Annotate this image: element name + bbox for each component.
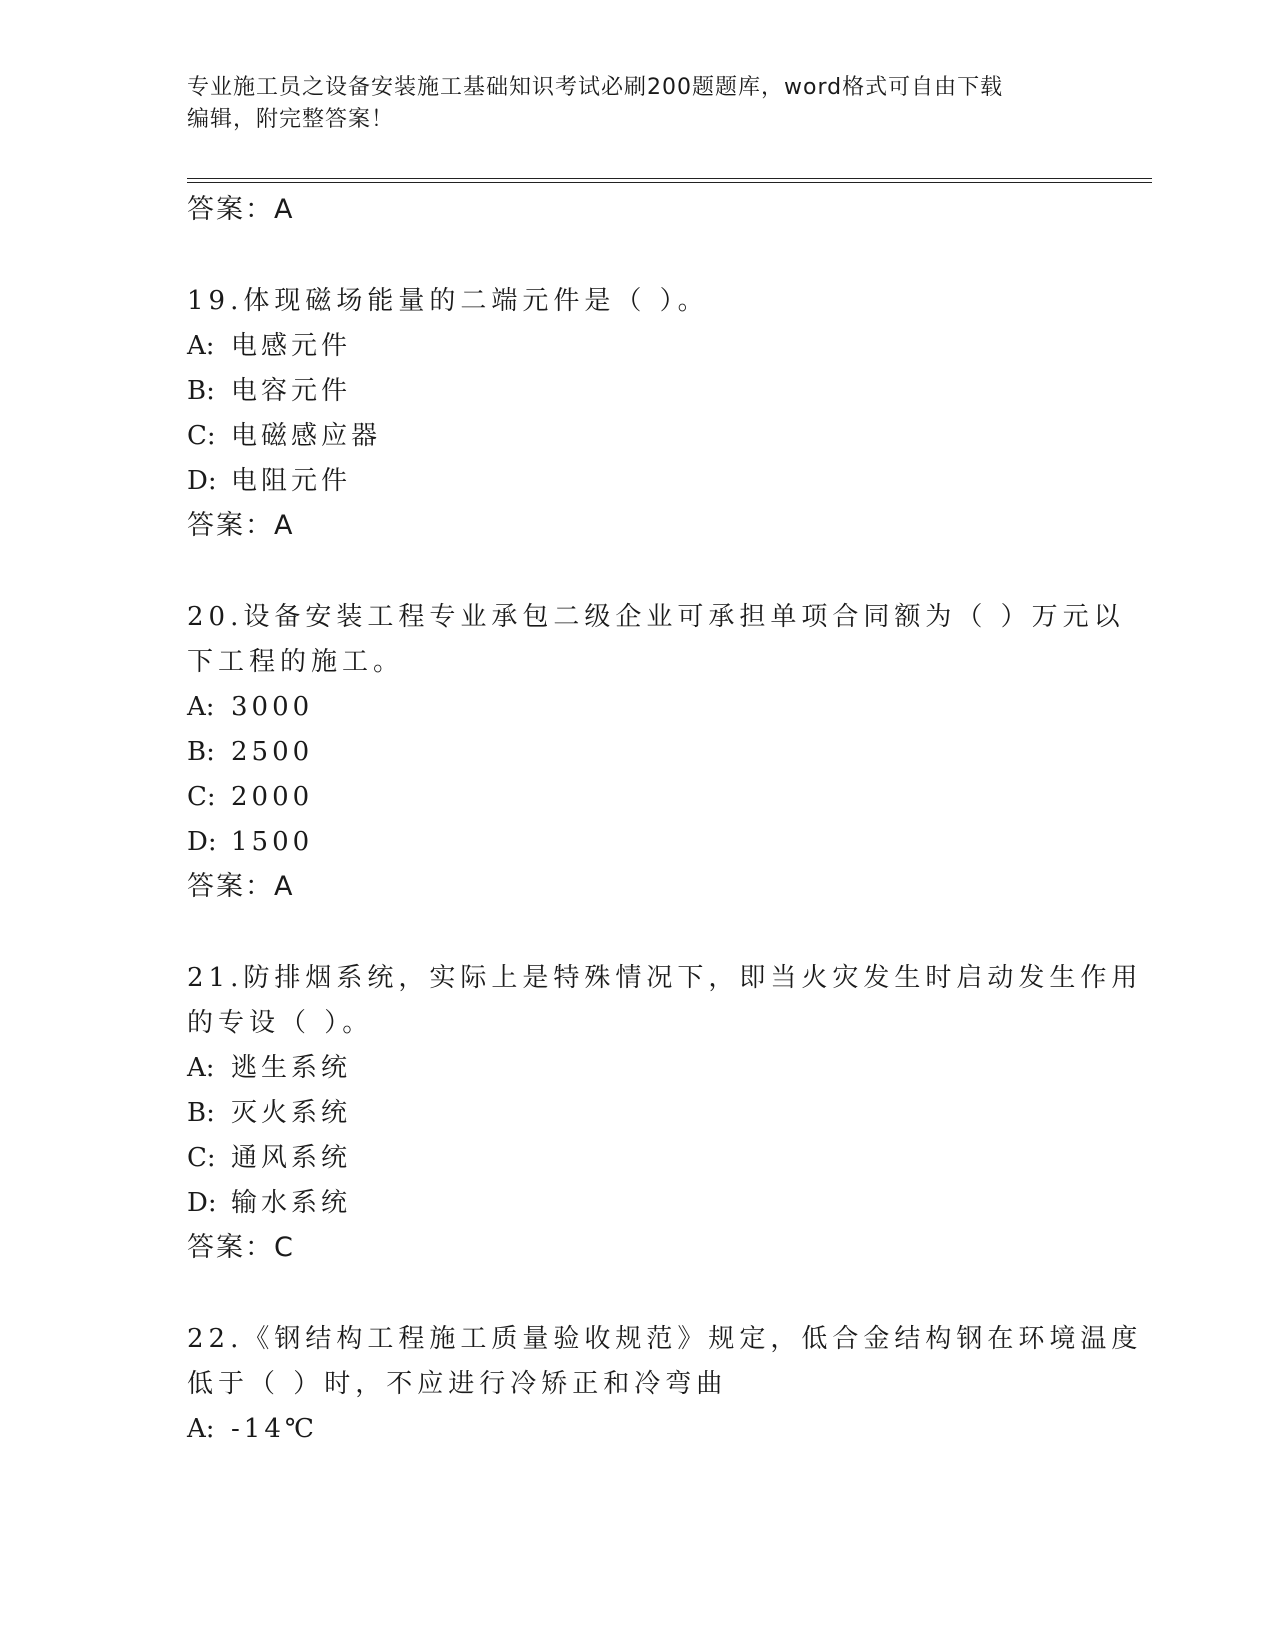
question-20-option-b: B: 2500: [187, 737, 314, 767]
question-22-option-a: A: -14℃: [187, 1414, 318, 1444]
question-20-text-line-2: 下工程的施工。: [187, 647, 405, 677]
question-19-option-d: D: 电阻元件: [187, 466, 352, 496]
question-20-answer: 答案：A: [187, 871, 295, 902]
question-20-option-d: D: 1500: [187, 827, 314, 857]
header-line-2: 编辑，附完整答案！: [187, 107, 395, 132]
question-19-text: 19.体现磁场能量的二端元件是（ ）。: [187, 286, 709, 316]
question-21-option-a: A: 逃生系统: [187, 1053, 352, 1083]
question-21-text-line-1: 21.防排烟系统，实际上是特殊情况下，即当火灾发生时启动发生作用: [187, 963, 1143, 993]
previous-answer: 答案：A: [187, 194, 295, 225]
question-19-option-b: B: 电容元件: [187, 376, 352, 406]
question-21-text-line-2: 的专设（ ）。: [187, 1008, 374, 1038]
question-19-answer: 答案：A: [187, 510, 295, 541]
question-20-option-a: A: 3000: [187, 692, 314, 722]
document-header: [187, 72, 1067, 136]
question-21-option-b: B: 灭火系统: [187, 1098, 352, 1128]
question-22-text-line-2: 低于（ ）时，不应进行冷矫正和冷弯曲: [187, 1369, 728, 1399]
question-21-option-c: C: 通风系统: [187, 1143, 352, 1173]
question-19-option-c: C: 电磁感应器: [187, 421, 382, 451]
question-20-option-c: C: 2000: [187, 782, 314, 812]
question-21-answer: 答案：C: [187, 1232, 295, 1263]
question-20-text-line-1: 20.设备安装工程专业承包二级企业可承担单项合同额为（ ）万元以: [187, 602, 1125, 632]
header-line-1: 专业施工员之设备安装施工基础知识考试必刷200题题库，word格式可自由下载: [187, 75, 1004, 100]
question-21-option-d: D: 输水系统: [187, 1188, 352, 1218]
header-divider: [187, 178, 1152, 183]
question-19-option-a: A: 电感元件: [187, 331, 352, 361]
question-22-text-line-1: 22.《钢结构工程施工质量验收规范》规定，低合金结构钢在环境温度: [187, 1324, 1143, 1354]
